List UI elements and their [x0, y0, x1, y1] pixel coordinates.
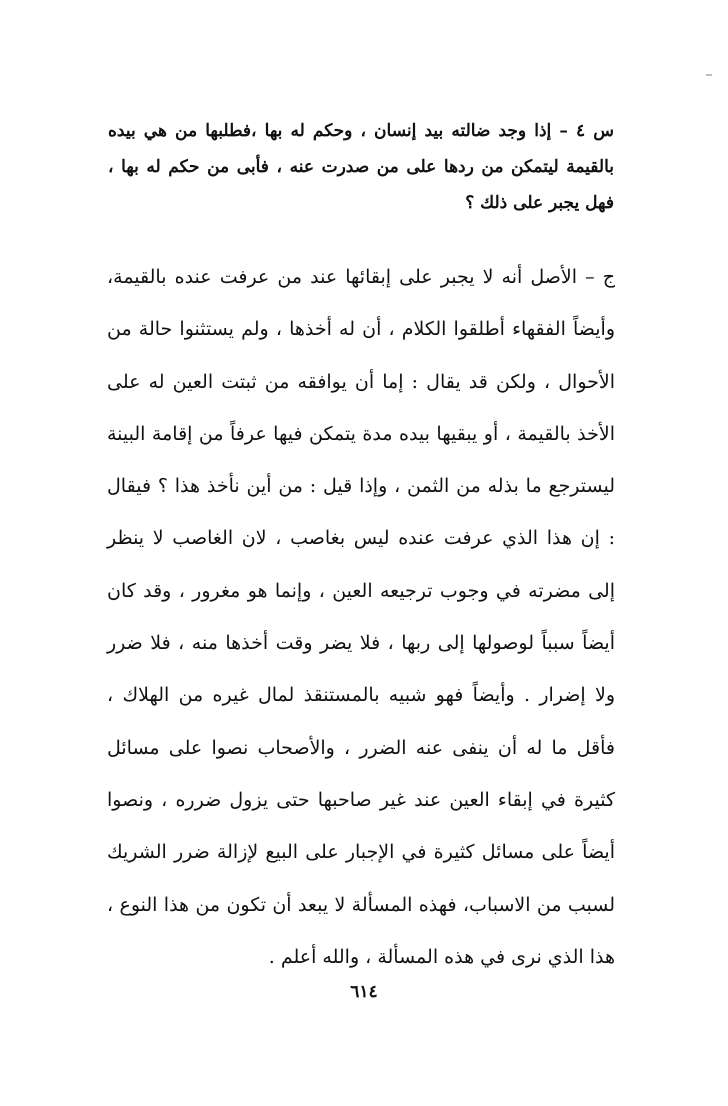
- question-paragraph: س ٤ – إذا وجد ضالته بيد إنسان ، وحكم له بها ،فطلبها من هي بيده بالقيمة ليتمكن من ردها على من صدرت عنه ، فأبى من حكم له بها ، فهل يجبر على ذلك ؟: [108, 121, 615, 213]
- answer-paragraph: ج – الأصل أنه لا يجبر على إبقائها عند من عرفت عنده بالقيمة، وأيضاً الفقهاء أطلقوا الكلام ، أن له أخذها ، ولم يستثنوا حالة من الأحوال ، ولكن قد يقال : إما أن يوافقه من ثبتت العين له على الأخذ بالقيمة ، أو يبقيها بيده مدة يتمكن فيها عرفاً من إقامة البينة ليسترجع ما بذله من الثمن ، وإذا قيل : من أين نأخذ هذا ؟ فيقال : إن هذا الذي عرفت عنده ليس بغاصب ، لان الغاصب لا ينظر إلى مضرته في وجوب ترجيعه العين ، وإنما هو مغرور ، وقد كان أيضاً سبباً لوصولها إلى ربها ، فلا يضر وقت أخذها منه ، فلا ضرر ولا إضرار . وأيضاً فهو شبيه بالمستنقذ لمال غيره من الهلاك ، فأقل ما له أن ينفى عنه الضرر ، والأصحاب نصوا على مسائل كثيرة في إبقاء العين عند غير صاحبها حتى يزول ضرره ، ونصوا أيضاً على مسائل كثيرة في الإجبار على البيع لإزالة ضرر الشريك لسبب من الاسباب، فهذه المسألة لا يبعد أن تكون من هذا النوع ، هذا الذي نرى في هذه المسألة ، والله أعلم .: [107, 266, 615, 968]
- scan-mark: [706, 74, 712, 76]
- page-number: ٦١٤: [350, 982, 378, 1002]
